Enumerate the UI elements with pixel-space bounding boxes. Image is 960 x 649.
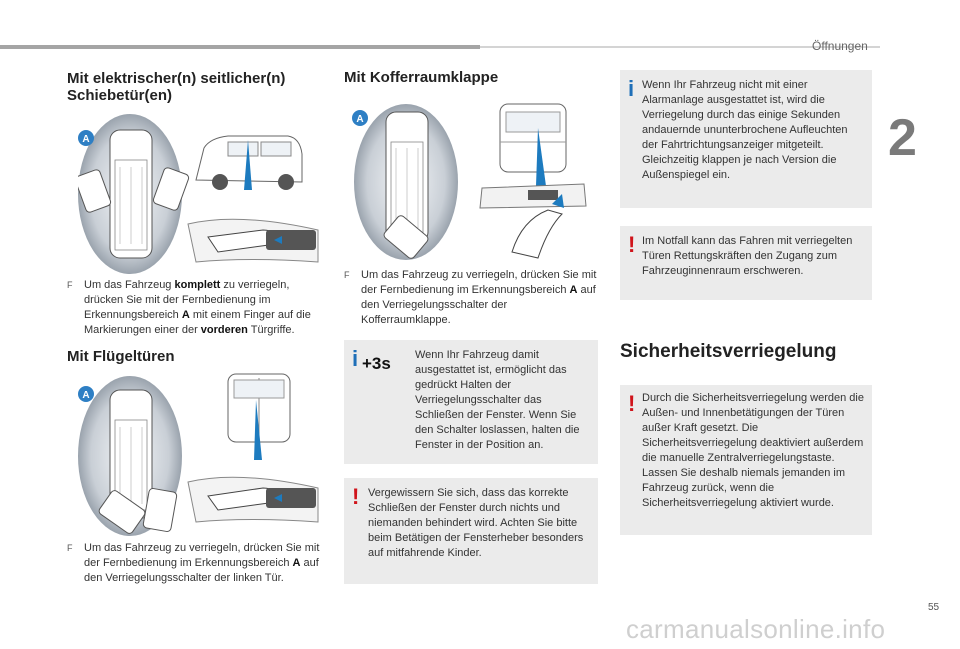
illustration-tailgate bbox=[352, 102, 598, 262]
info-note-alarm: i Wenn Ihr Fahrzeug nicht mit einer Alarmanlage ausgestattet ist, wird die Verriegelung durch das einige Sekunden andauernde ununterbrochene Aufleuchten der Fahrtrichtungsanzeiger mitgeteilt. Gleichzeitig klappen je nach Version die Außenspiegel ein. bbox=[620, 70, 872, 208]
list-item-wing-doors: F Um das Fahrzeug zu verriegeln, drücken Sie mit der Fernbedienung im Erkennungsbereich A auf den Verriegelungsschalter der linken Tür. bbox=[67, 542, 320, 584]
bullet-icon: F bbox=[67, 543, 73, 553]
bullet-icon: F bbox=[67, 280, 73, 290]
info-note-windows: i Wenn Ihr Fahrzeug damit ausgestattet ist, ermöglicht das gedrückt Halten der Verriegelungsschalter das Schließen der Fenster. Wenn Sie den Schalter loslassen, halten die Fenster in der Position an. bbox=[344, 340, 598, 464]
illustration-sliding-door bbox=[78, 112, 323, 277]
heading-wing-doors: Mit Flügeltüren bbox=[67, 348, 175, 365]
timer-3s-icon: +3s bbox=[362, 354, 391, 373]
heading-sliding-door: Mit elektrischer(n) seitlicher(n) Schiebetür(en) bbox=[67, 70, 286, 104]
heading-tailgate: Mit Kofferraumklappe bbox=[344, 69, 499, 86]
header-bar bbox=[0, 45, 480, 49]
svg-text:A: A bbox=[82, 390, 90, 401]
watermark: carmanualsonline.info bbox=[626, 614, 886, 644]
warning-note-emergency: ! Im Notfall kann das Fahren mit verriegelten Türen Rettungskräften den Zugang zum Fahrzeuginnenraum erschweren. bbox=[620, 226, 872, 300]
illustration-wing-doors bbox=[78, 372, 323, 537]
section-title: Öffnungen bbox=[812, 39, 868, 53]
info-icon: i bbox=[628, 76, 635, 101]
info-icon: i bbox=[352, 346, 359, 371]
chapter-number: 2 bbox=[888, 109, 917, 167]
warning-note-windows: ! Vergewissern Sie sich, dass das korrekte Schließen der Fenster durch nichts und niemanden behindert wird. Achten Sie bitte beim Betätigen der Fensterheber besonders auf mitfahrende Kinder. bbox=[344, 478, 598, 584]
bullet-icon: F bbox=[344, 270, 350, 280]
page-number: 55 bbox=[928, 602, 940, 613]
list-item-tailgate: F Um das Fahrzeug zu verriegeln, drücken Sie mit der Fernbedienung im Erkennungsbereich A auf den Verriegelungsschalter der Kofferraumklappe. bbox=[344, 269, 597, 326]
list-item-sliding-door: F Um das Fahrzeug komplett zu verriegeln, drücken Sie mit der Fernbedienung im Erkennungsbereich A mit einem Finger auf die Markierungen einer der vorderen Türgriffe. bbox=[67, 279, 311, 336]
warning-note-safety-lock: ! Durch die Sicherheitsverriegelung werden die Außen- und Innenbetätigungen der Türen außer Kraft gesetzt. Die Sicherheitsverriegelung deaktiviert außerdem die manuelle Zentralverriegelungstaste. Lassen Sie deshalb niemals jemanden im Fahrzeug zurück, wenn die Sicherheitsverriegelung aktiviert wurde. bbox=[620, 385, 872, 535]
warning-icon: ! bbox=[628, 391, 636, 416]
svg-text:A: A bbox=[356, 114, 364, 125]
warning-icon: ! bbox=[352, 484, 360, 509]
svg-text:A: A bbox=[82, 134, 90, 145]
heading-safety-lock: Sicherheitsverriegelung bbox=[620, 341, 837, 362]
warning-icon: ! bbox=[628, 232, 636, 257]
